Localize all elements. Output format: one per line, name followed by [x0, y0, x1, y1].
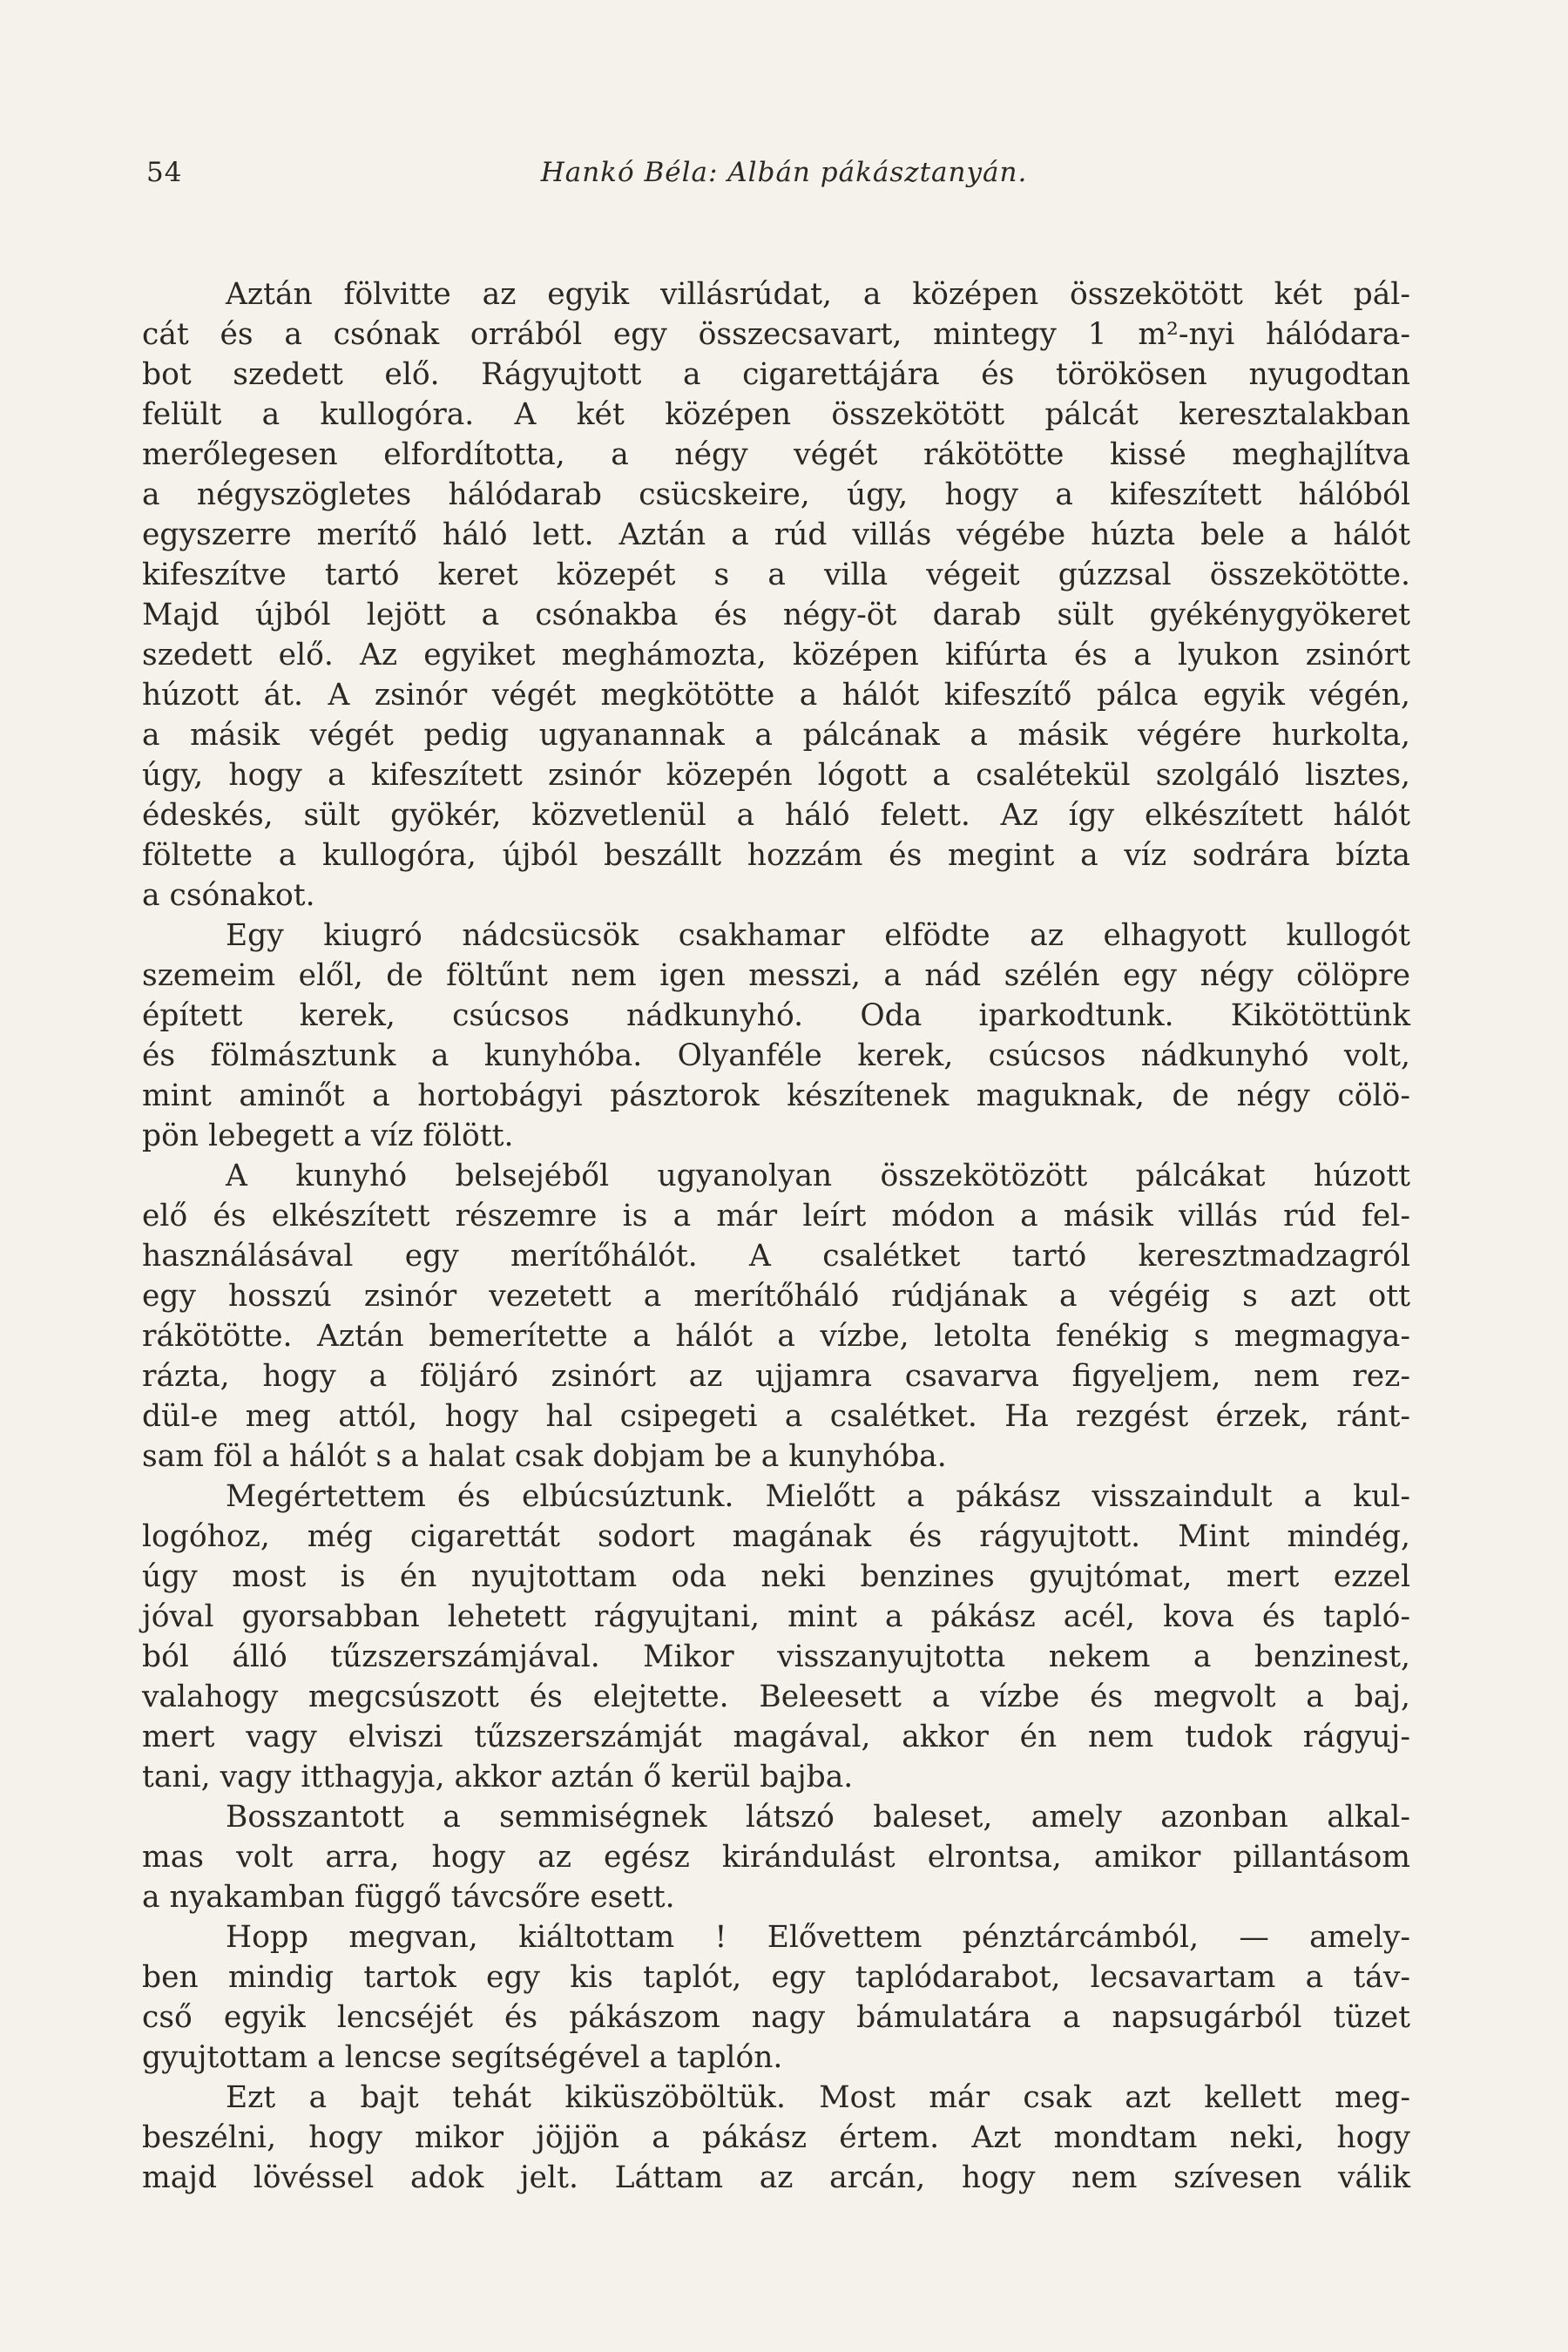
text-line: épített kerek, csúcsos nádkunyhó. Oda iparkodtunk. Kikötöttünk: [142, 998, 1410, 1033]
text-line: tani, vagy itthagyja, akkor aztán ő kerül bajba.: [142, 1760, 854, 1794]
text-line: a másik végét pedig ugyanannak a pálcának a másik végére hurkolta,: [142, 718, 1410, 753]
text-line: beszélni, hogy mikor jöjjön a pákász értem. Azt mondtam neki, hogy: [142, 2120, 1410, 2155]
text-line: föltette a kullogóra, újból beszállt hozzám és megint a víz sodrára bízta: [142, 838, 1410, 873]
text-line: édeskés, sült gyökér, közvetlenül a háló felett. Az így elkészített hálót: [142, 798, 1410, 833]
text-line: mint aminőt a hortobágyi pásztorok készítenek maguknak, de négy cölö-: [142, 1078, 1410, 1113]
text-line: egy hosszú zsinór vezetett a merítőháló rúdjának a végéig s azt ott: [142, 1279, 1410, 1314]
text-line: valahogy megcsúszott és elejtette. Beleesett a vízbe és megvolt a baj,: [142, 1680, 1410, 1714]
text-line: logóhoz, még cigarettát sodort magának és rágyujtott. Mint mindég,: [142, 1519, 1410, 1554]
text-line: cső egyik lencséjét és pákászom nagy bámulatára a napsugárból tüzet: [142, 2000, 1410, 2035]
text-line: mas volt arra, hogy az egész kirándulást elrontsa, amikor pillantásom: [142, 1840, 1410, 1875]
text-line: ben mindig tartok egy kis taplót, egy taplódarabot, lecsavartam a táv-: [142, 1960, 1410, 1995]
text-line: a négyszögletes hálódarab csücskeire, úgy, hogy a kifeszített hálóból: [142, 477, 1410, 512]
text-line: rákötötte. Aztán bemerítette a hálót a vízbe, letolta fenékig s megmagya-: [142, 1319, 1410, 1354]
text-line: Hopp megvan, kiáltottam ! Elővettem pénztárcámból, — amely-: [226, 1920, 1410, 1955]
text-line: Megértettem és elbúcsúztunk. Mielőtt a pákász visszaindult a kul-: [226, 1479, 1410, 1514]
text-line: ból álló tűzszerszámjával. Mikor visszanyujtotta nekem a benzinest,: [142, 1639, 1410, 1674]
text-line: használásával egy merítőhálót. A csalétket tartó keresztmadzagról: [142, 1239, 1410, 1274]
text-line: Bosszantott a semmiségnek látszó baleset, amely azonban alkal-: [226, 1800, 1410, 1835]
text-line: a csónakot.: [142, 878, 315, 913]
running-title: Hankó Béla: Albán pákásztanyán.: [540, 157, 1028, 188]
text-line: gyujtottam a lencse segítségével a taplón.: [142, 2040, 783, 2075]
text-line: kifeszítve tartó keret közepét s a villa végeit gúzzsal összekötötte.: [142, 558, 1410, 592]
text-line: majd lövéssel adok jelt. Láttam az arcán, hogy nem szívesen válik: [142, 2160, 1410, 2195]
text-line: a nyakamban függő távcsőre esett.: [142, 1880, 675, 1915]
text-line: Majd újból lejött a csónakba és négy-öt darab sült gyékénygyökeret: [142, 598, 1410, 632]
text-line: egyszerre merítő háló lett. Aztán a rúd villás végébe húzta bele a hálót: [142, 517, 1410, 552]
text-line: mert vagy elviszi tűzszerszámját magával, akkor én nem tudok rágyuj-: [142, 1720, 1410, 1754]
text-line: úgy, hogy a kifeszített zsinór közepén lógott a csalétekül szolgáló lisztes,: [142, 758, 1410, 793]
text-line: dül-e meg attól, hogy hal csipegeti a csalétket. Ha rezgést érzek, ránt-: [142, 1399, 1410, 1434]
text-line: rázta, hogy a följáró zsinórt az ujjamra csavarva figyeljem, nem rez-: [142, 1359, 1410, 1394]
text-line: Egy kiugró nádcsücsök csakhamar elfödte az elhagyott kullogót: [226, 918, 1410, 953]
body-text: [142, 274, 1410, 2243]
text-line: jóval gyorsabban lehetett rágyujtani, mint a pákász acél, kova és tapló-: [142, 1599, 1410, 1634]
page-number: 54: [146, 157, 183, 188]
text-line: cát és a csónak orrából egy összecsavart, mintegy 1 m²-nyi hálódara-: [142, 317, 1410, 352]
text-line: Aztán fölvitte az egyik villásrúdat, a középen összekötött két pál-: [226, 277, 1410, 312]
text-line: sam föl a hálót s a halat csak dobjam be a kunyhóba.: [142, 1439, 947, 1474]
text-line: szedett elő. Az egyiket meghámozta, középen kifúrta és a lyukon zsinórt: [142, 638, 1410, 672]
text-line: szemeim elől, de föltűnt nem igen messzi, a nád szélén egy négy cölöpre: [142, 958, 1410, 993]
text-line: A kunyhó belsejéből ugyanolyan összekötözött pálcákat húzott: [226, 1159, 1410, 1193]
text-line: Ezt a bajt tehát kiküszöböltük. Most már csak azt kellett meg-: [226, 2080, 1410, 2115]
text-line: bot szedett elő. Rágyujtott a cigarettájára és törökösen nyugodtan: [142, 357, 1410, 392]
running-head: [146, 155, 1422, 199]
text-line: húzott át. A zsinór végét megkötötte a hálót kifeszítő pálca egyik végén,: [142, 678, 1410, 713]
text-line: merőlegesen elfordította, a négy végét rákötötte kissé meghajlítva: [142, 437, 1410, 472]
text-line: felült a kullogóra. A két középen összekötött pálcát keresztalakban: [142, 397, 1410, 432]
text-line: elő és elkészített részemre is a már leírt módon a másik villás rúd fel-: [142, 1199, 1410, 1233]
text-line: úgy most is én nyujtottam oda neki benzines gyujtómat, mert ezzel: [142, 1559, 1410, 1594]
text-line: pön lebegett a víz fölött.: [142, 1119, 514, 1153]
text-line: és fölmásztunk a kunyhóba. Olyanféle kerek, csúcsos nádkunyhó volt,: [142, 1038, 1410, 1073]
